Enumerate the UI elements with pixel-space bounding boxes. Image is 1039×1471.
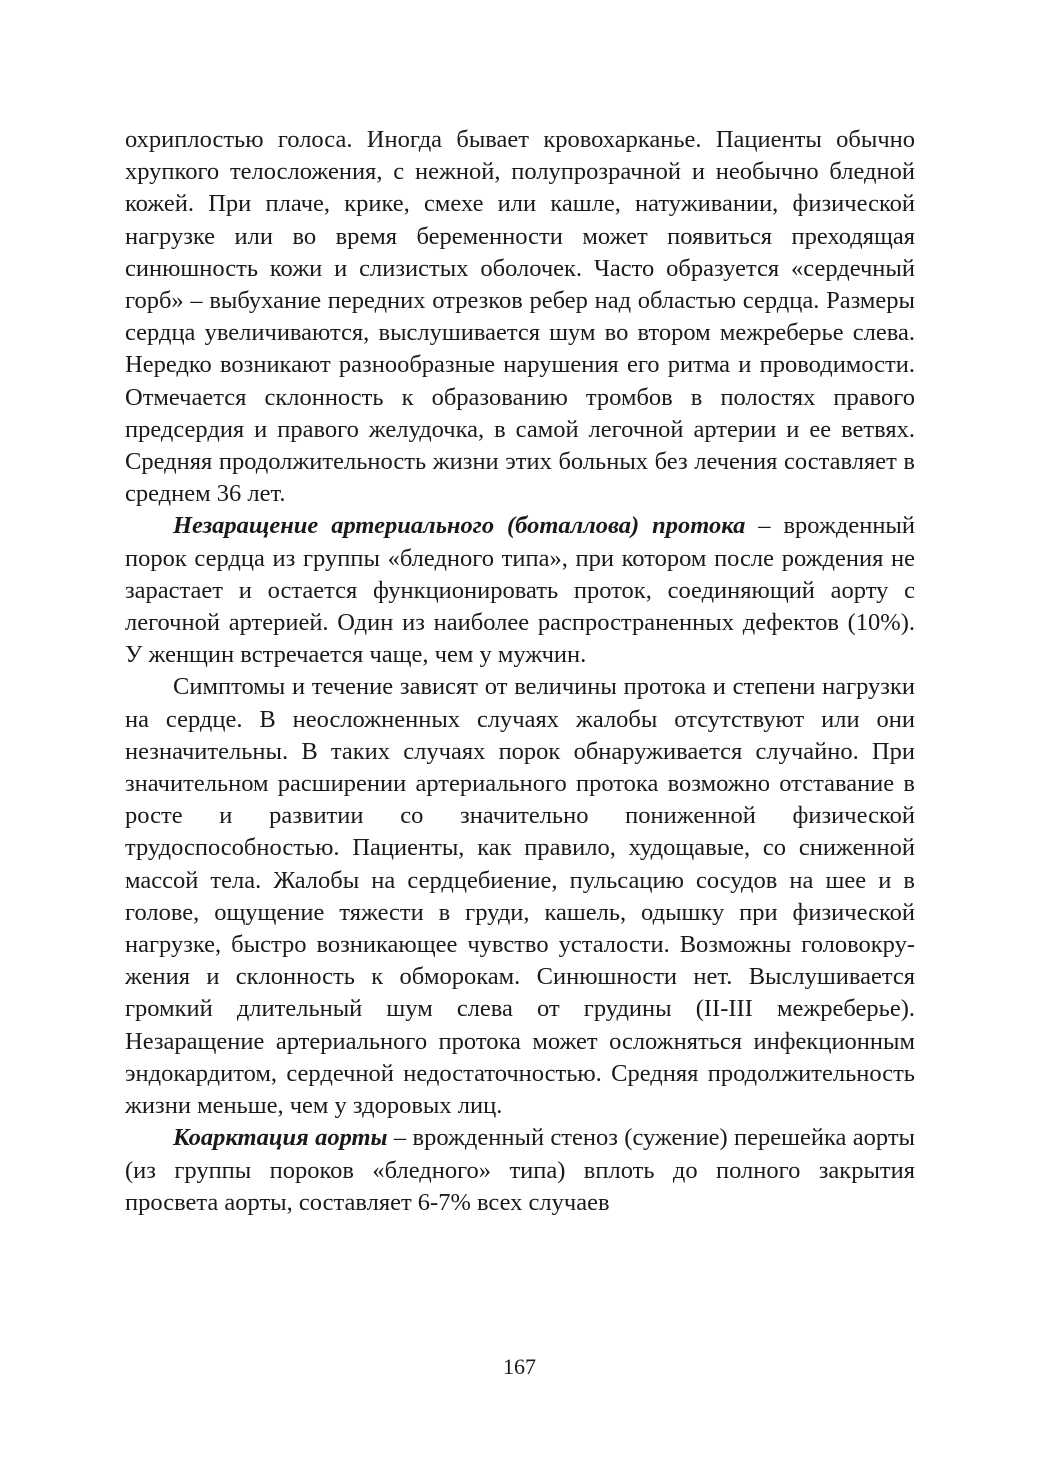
paragraph-coarctation [125,1122,915,1219]
paragraph-text: – врожденный стеноз (сужение) перешейка аорты (из группы пороков «бледного» типа) вплоть до полного закрытия просвета аорты, составляет 6-7% всех случаев [125,1124,915,1216]
term-coarctation: Коарктация аорты [173,1124,388,1152]
page-number: 167 [503,1354,536,1379]
body-text [125,124,915,1219]
paragraph-patent-ductus [125,510,915,671]
paragraph-text: охриплостью голоса. Иногда бывает кровохарканье. Пациенты обычно хрупкого телосложения, с нежной, полупрозрачной и необычно бледной кожей. При плаче, крике, смехе или кашле, натуживании, физической нагрузке или во время беременности может появиться преходящая синюшность кожи и слизистых оболочек. Часто образуется «сердечный горб» – выбухание передних отрезков ребер над областью сердца. Размеры сердца увеличиваются, выслушивается шум во втором межреберье слева. Нередко возникают разнообразные нарушения его ритма и проводимости. Отмечается склонность к образованию тромбов в полостях правого предсердия и правого желудочка, в самой легочной артерии и ее ветвях. Средняя продолжительность жизни этих больных без лечения составляет в среднем 36 лет. [125,126,915,508]
paragraph-symptoms [125,671,915,1122]
paragraph-text: – врожденный порок сердца из группы «бледного типа», при котором после рождения не зарастает и остается функционировать проток, соединяющий аорту с легочной артерией. Один из наиболее распространенных дефектов (10%). У женщин встречается чаще, чем у мужчин. [125,512,916,669]
term-patent-ductus: Незаращение артериального (боталлова) протока [173,512,746,540]
paragraph-text: Симптомы и течение зависят от величины протока и степени нагрузки на сердце. В неосложненных случаях жалобы отсутствуют или они незначительны. В таких случаях порок обнаруживается случайно. При значительном расширении артериального протока возможно отставание в росте и развитии со значительно пониженной физической трудоспособностью. Пациенты, как правило, худощавые, со сниженной массой тела. Жалобы на сердцебиение, пульсацию сосудов на шее и в голове, ощущение тяжести в груди, кашель, одышку при физической нагрузке, быстро возникающее чувство усталости. Возможны головокружения и склонность к обморокам. Синюшности нет. Выслушивается громкий длительный шум слева от грудины (II-III межреберье). Незаращение артериального протока может осложняться инфекционным эндокардитом, сердечной недостаточностью. Средняя продолжительность жизни меньше, чем у здоровых лиц. [125,673,915,1120]
paragraph-continued [125,124,915,510]
